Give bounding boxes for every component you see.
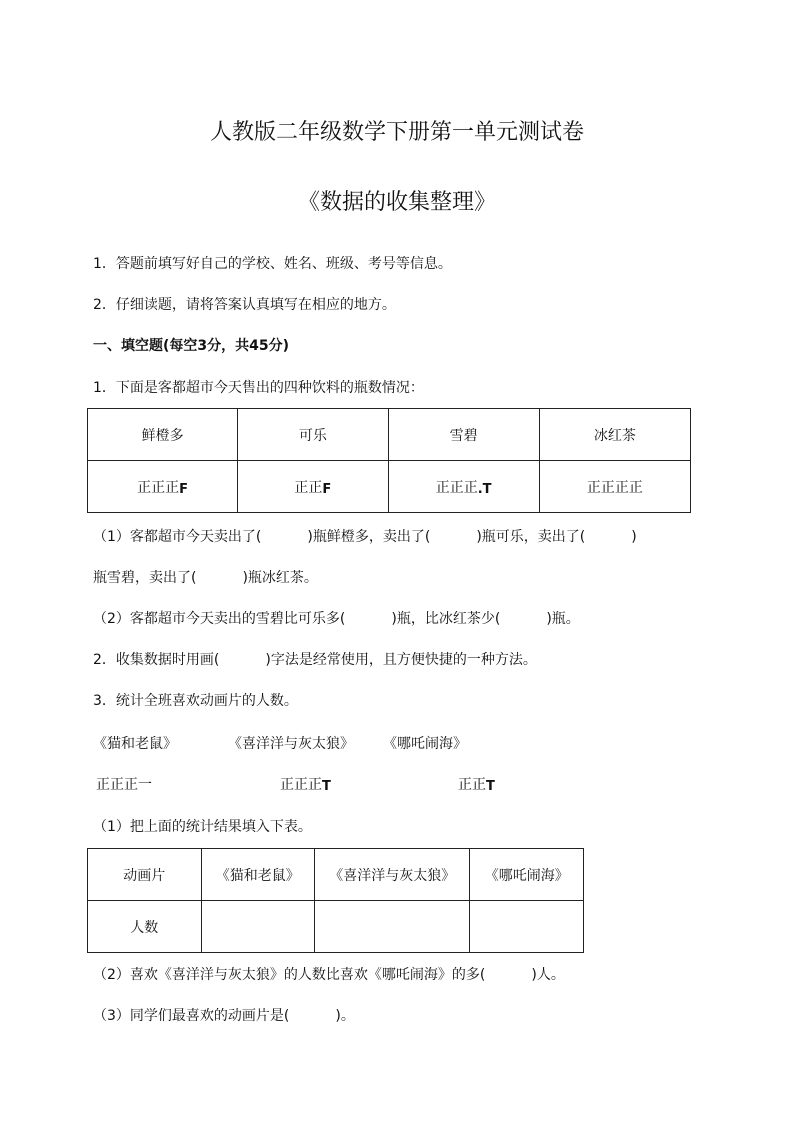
- question-2: [93, 649, 537, 669]
- q3-sub3: [93, 1005, 355, 1025]
- drinks-tally-cell: [388, 461, 539, 513]
- section-heading: 一、填空题(每空3分，共45分): [93, 338, 290, 354]
- q1-sub1-line1: [93, 526, 637, 546]
- q1-sub1-text: )瓶可乐，卖出了(: [476, 529, 586, 545]
- movie-tally: [458, 774, 495, 794]
- movie-name: 《哪吒闹海》: [383, 736, 467, 752]
- q1-sub1-text: ): [631, 529, 637, 545]
- tally-text: 正正正一: [96, 777, 152, 793]
- tally-text: 正正正: [137, 479, 180, 496]
- page-title: 人教版二年级数学下册第一单元测试卷: [209, 120, 584, 145]
- drinks-table: [87, 408, 691, 513]
- movie-name: 《猫和老鼠》: [93, 736, 177, 752]
- drinks-header-cell: 鲜橙多: [88, 409, 238, 461]
- movies-header-cell: 《猫和老鼠》: [201, 849, 315, 901]
- q1-sub2-text: （2）客都超市今天卖出的雪碧比可乐多(: [93, 611, 346, 627]
- movies-table: [87, 848, 584, 953]
- tally-partial-mark: T: [486, 779, 495, 794]
- tally-partial-mark: T: [322, 779, 331, 794]
- movies-row-label: 人数: [88, 901, 202, 953]
- answer-cell[interactable]: [201, 901, 315, 953]
- q1-sub2-text: )瓶。: [546, 611, 580, 627]
- drinks-tally-cell: [539, 461, 690, 513]
- movies-header-cell: 《喜洋洋与灰太狼》: [315, 849, 470, 901]
- drinks-tally-cell: [88, 461, 238, 513]
- movie-tally: [280, 774, 331, 794]
- drinks-header-cell: 可乐: [238, 409, 388, 461]
- drinks-header-cell: 冰红茶: [539, 409, 690, 461]
- movie-tally: [96, 774, 152, 794]
- q1-sub1-text: 瓶雪碧，卖出了(: [93, 570, 197, 586]
- tally-partial-mark: F: [179, 481, 189, 497]
- answer-cell[interactable]: [470, 901, 584, 953]
- tally-text: 正正正: [280, 777, 322, 793]
- movies-header-cell: 《哪吒闹海》: [470, 849, 584, 901]
- instruction-1: 1．答题前填写好自己的学校、姓名、班级、考号等信息。: [93, 256, 452, 272]
- tally-text: 正正正: [435, 479, 478, 496]
- question-1-prompt: 1．下面是客都超市今天售出的四种饮料的瓶数情况：: [93, 380, 424, 396]
- q3-sub2-text: )人。: [531, 967, 565, 983]
- q1-sub1-line2: [93, 567, 318, 587]
- q3-sub3-text: （3）同学们最喜欢的动画片是(: [93, 1008, 290, 1024]
- q1-sub2: [93, 608, 580, 628]
- q3-sub1: （1）把上面的统计结果填入下表。: [93, 819, 312, 835]
- q3-sub3-text: )。: [335, 1008, 355, 1024]
- q1-sub1-text: （1）客都超市今天卖出了(: [93, 529, 262, 545]
- tally-text: 正正正正: [586, 479, 643, 496]
- movie-name: 《喜洋洋与灰太狼》: [228, 736, 354, 752]
- q3-sub2: [93, 964, 565, 984]
- q1-sub1-text: )瓶鲜橙多，卖出了(: [307, 529, 431, 545]
- q2-text: )字法是经常使用，且方便快捷的一种方法。: [265, 652, 537, 668]
- q3-sub2-text: （2）喜欢《喜洋洋与灰太狼》的人数比喜欢《哪吒闹海》的多(: [93, 967, 486, 983]
- question-3-prompt: 3．统计全班喜欢动画片的人数。: [93, 693, 298, 709]
- q2-text: 2．收集数据时用画(: [93, 652, 220, 668]
- answer-cell[interactable]: [315, 901, 470, 953]
- tally-text: 正正: [294, 479, 323, 496]
- drinks-header-cell: 雪碧: [388, 409, 539, 461]
- q1-sub2-text: )瓶，比冰红茶少(: [391, 611, 501, 627]
- tally-partial-mark: F: [322, 481, 332, 497]
- instruction-2: 2．仔细读题，请将答案认真填写在相应的地方。: [93, 297, 396, 313]
- tally-text: 正正: [458, 777, 486, 793]
- movies-header-cell: 动画片: [88, 849, 202, 901]
- drinks-tally-cell: [238, 461, 388, 513]
- page-subtitle: 《数据的收集整理》: [297, 190, 496, 215]
- tally-partial-mark: .T: [477, 481, 492, 497]
- q1-sub1-text: )瓶冰红茶。: [242, 570, 318, 586]
